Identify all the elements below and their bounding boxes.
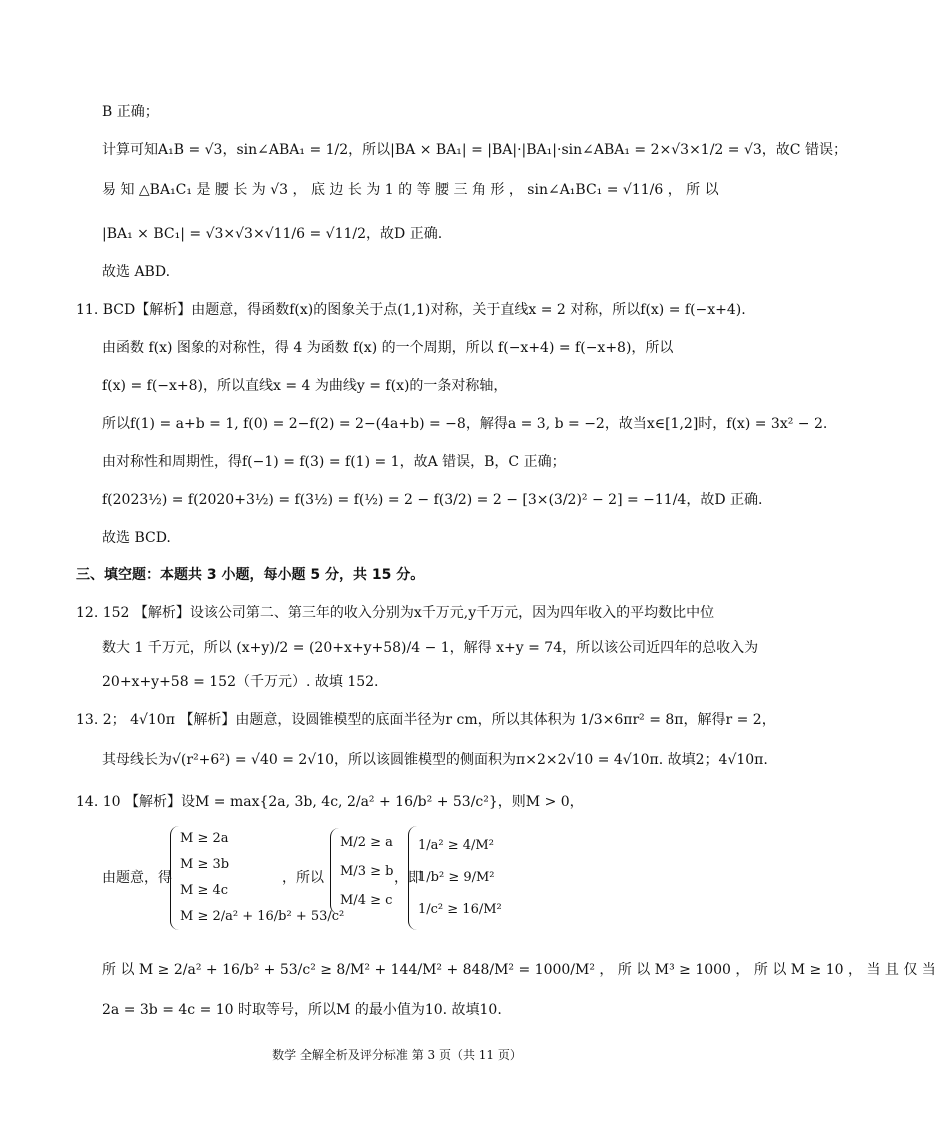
text-line: f(x) = f(−x+8)，所以直线x = 4 为曲线y = f(x)的一条对称轴，: [102, 378, 508, 394]
inequality-system: M/2 ≥ a M/3 ≥ b M/4 ≥ c: [340, 835, 394, 908]
inequality-system: 1/a² ≥ 4/M² 1/b² ≥ 9/M² 1/c² ≥ 16/M²: [418, 838, 502, 917]
answer-14: 14. 10 【解析】设M = max{2a, 3b, 4c, 2/a² + 16/b² + 53/c²}，则M > 0，: [76, 794, 584, 810]
text-line: 易 知 △BA₁C₁ 是 腰 长 为 √3 ， 底 边 长 为 1 的 等 腰 三 角 形 ， sin∠A₁BC₁ = √11/6 ， 所 以: [102, 182, 719, 198]
section-heading: 三、填空题：本题共 3 小题，每小题 5 分，共 15 分。: [76, 567, 425, 583]
answer-11: 11. BCD【解析】由题意，得函数f(x)的图象关于点(1,1)对称，关于直线x = 2 对称，所以f(x) = f(−x+4).: [76, 302, 746, 318]
inequality-system: M ≥ 2a M ≥ 3b M ≥ 4c M ≥ 2/a² + 16/b² + 53/c²: [180, 831, 345, 924]
text-line: 数大 1 千万元，所以 (x+y)/2 = (20+x+y+58)/4 − 1，解得 x+y = 74，所以该公司近四年的总收入为: [102, 640, 759, 656]
text-line: 所 以 M ≥ 2/a² + 16/b² + 53/c² ≥ 8/M² + 144/M² + 848/M² = 1000/M² ， 所 以 M³ ≥ 1000 ， 所 以 M ≥ 10 ， 当 且 仅 当: [102, 962, 936, 978]
text-line: 由函数 f(x) 图象的对称性，得 4 为函数 f(x) 的一个周期，所以 f(−x+4) = f(−x+8)，所以: [102, 340, 674, 356]
text-line: ，即: [394, 870, 422, 886]
text-line: 故选 BCD.: [102, 530, 171, 546]
left-brace: [170, 826, 179, 930]
left-brace: [330, 828, 339, 914]
text-line: f(2023½) = f(2020+3½) = f(3½) = f(½) = 2 − f(3/2) = 2 − [3×(3/2)² − 2] = −11/4，故D 正确.: [102, 492, 763, 508]
answer-13: 13. 2； 4√10π 【解析】由题意，设圆锥模型的底面半径为r cm，所以其体积为 1/3×6πr² = 8π，解得r = 2，: [76, 712, 776, 728]
text-line: |BA₁ × BC₁| = √3×√3×√11/6 = √11/2，故D 正确.: [102, 226, 443, 242]
text-line: 由题意，得: [102, 870, 172, 886]
page-footer: 数学 全解全析及评分标准 第 3 页（共 11 页）: [272, 1048, 522, 1062]
text-line: 其母线长为√(r²+6²) = √40 = 2√10，所以该圆锥模型的侧面积为π×2×2√10 = 4√10π. 故填2；4√10π.: [102, 752, 768, 768]
text-line: ，所以: [282, 870, 324, 886]
text-line: 20+x+y+58 = 152（千万元）. 故填 152.: [102, 674, 379, 690]
text-line: B 正确；: [102, 104, 159, 120]
left-brace: [408, 826, 417, 930]
text-line: 故选 ABD.: [102, 264, 171, 280]
text-line: 所以f(1) = a+b = 1, f(0) = 2−f(2) = 2−(4a+b) = −8，解得a = 3, b = −2，故当x∈[1,2]时，f(x) = 3x² − 2.: [102, 416, 828, 432]
answer-12: 12. 152 【解析】设该公司第二、第三年的收入分别为x千万元,y千万元，因为四年收入的平均数比中位: [76, 605, 715, 621]
text-line: 2a = 3b = 4c = 10 时取等号，所以M 的最小值为10. 故填10.: [102, 1002, 502, 1018]
text-line: 由对称性和周期性，得f(−1) = f(3) = f(1) = 1，故A 错误，B，C 正确；: [102, 454, 566, 470]
text-line: 计算可知A₁B = √3，sin∠ABA₁ = 1/2，所以|BA × BA₁| = |BA|·|BA₁|·sin∠ABA₁ = 2×√3×1/2 = √3，故C 错误；: [102, 142, 847, 158]
